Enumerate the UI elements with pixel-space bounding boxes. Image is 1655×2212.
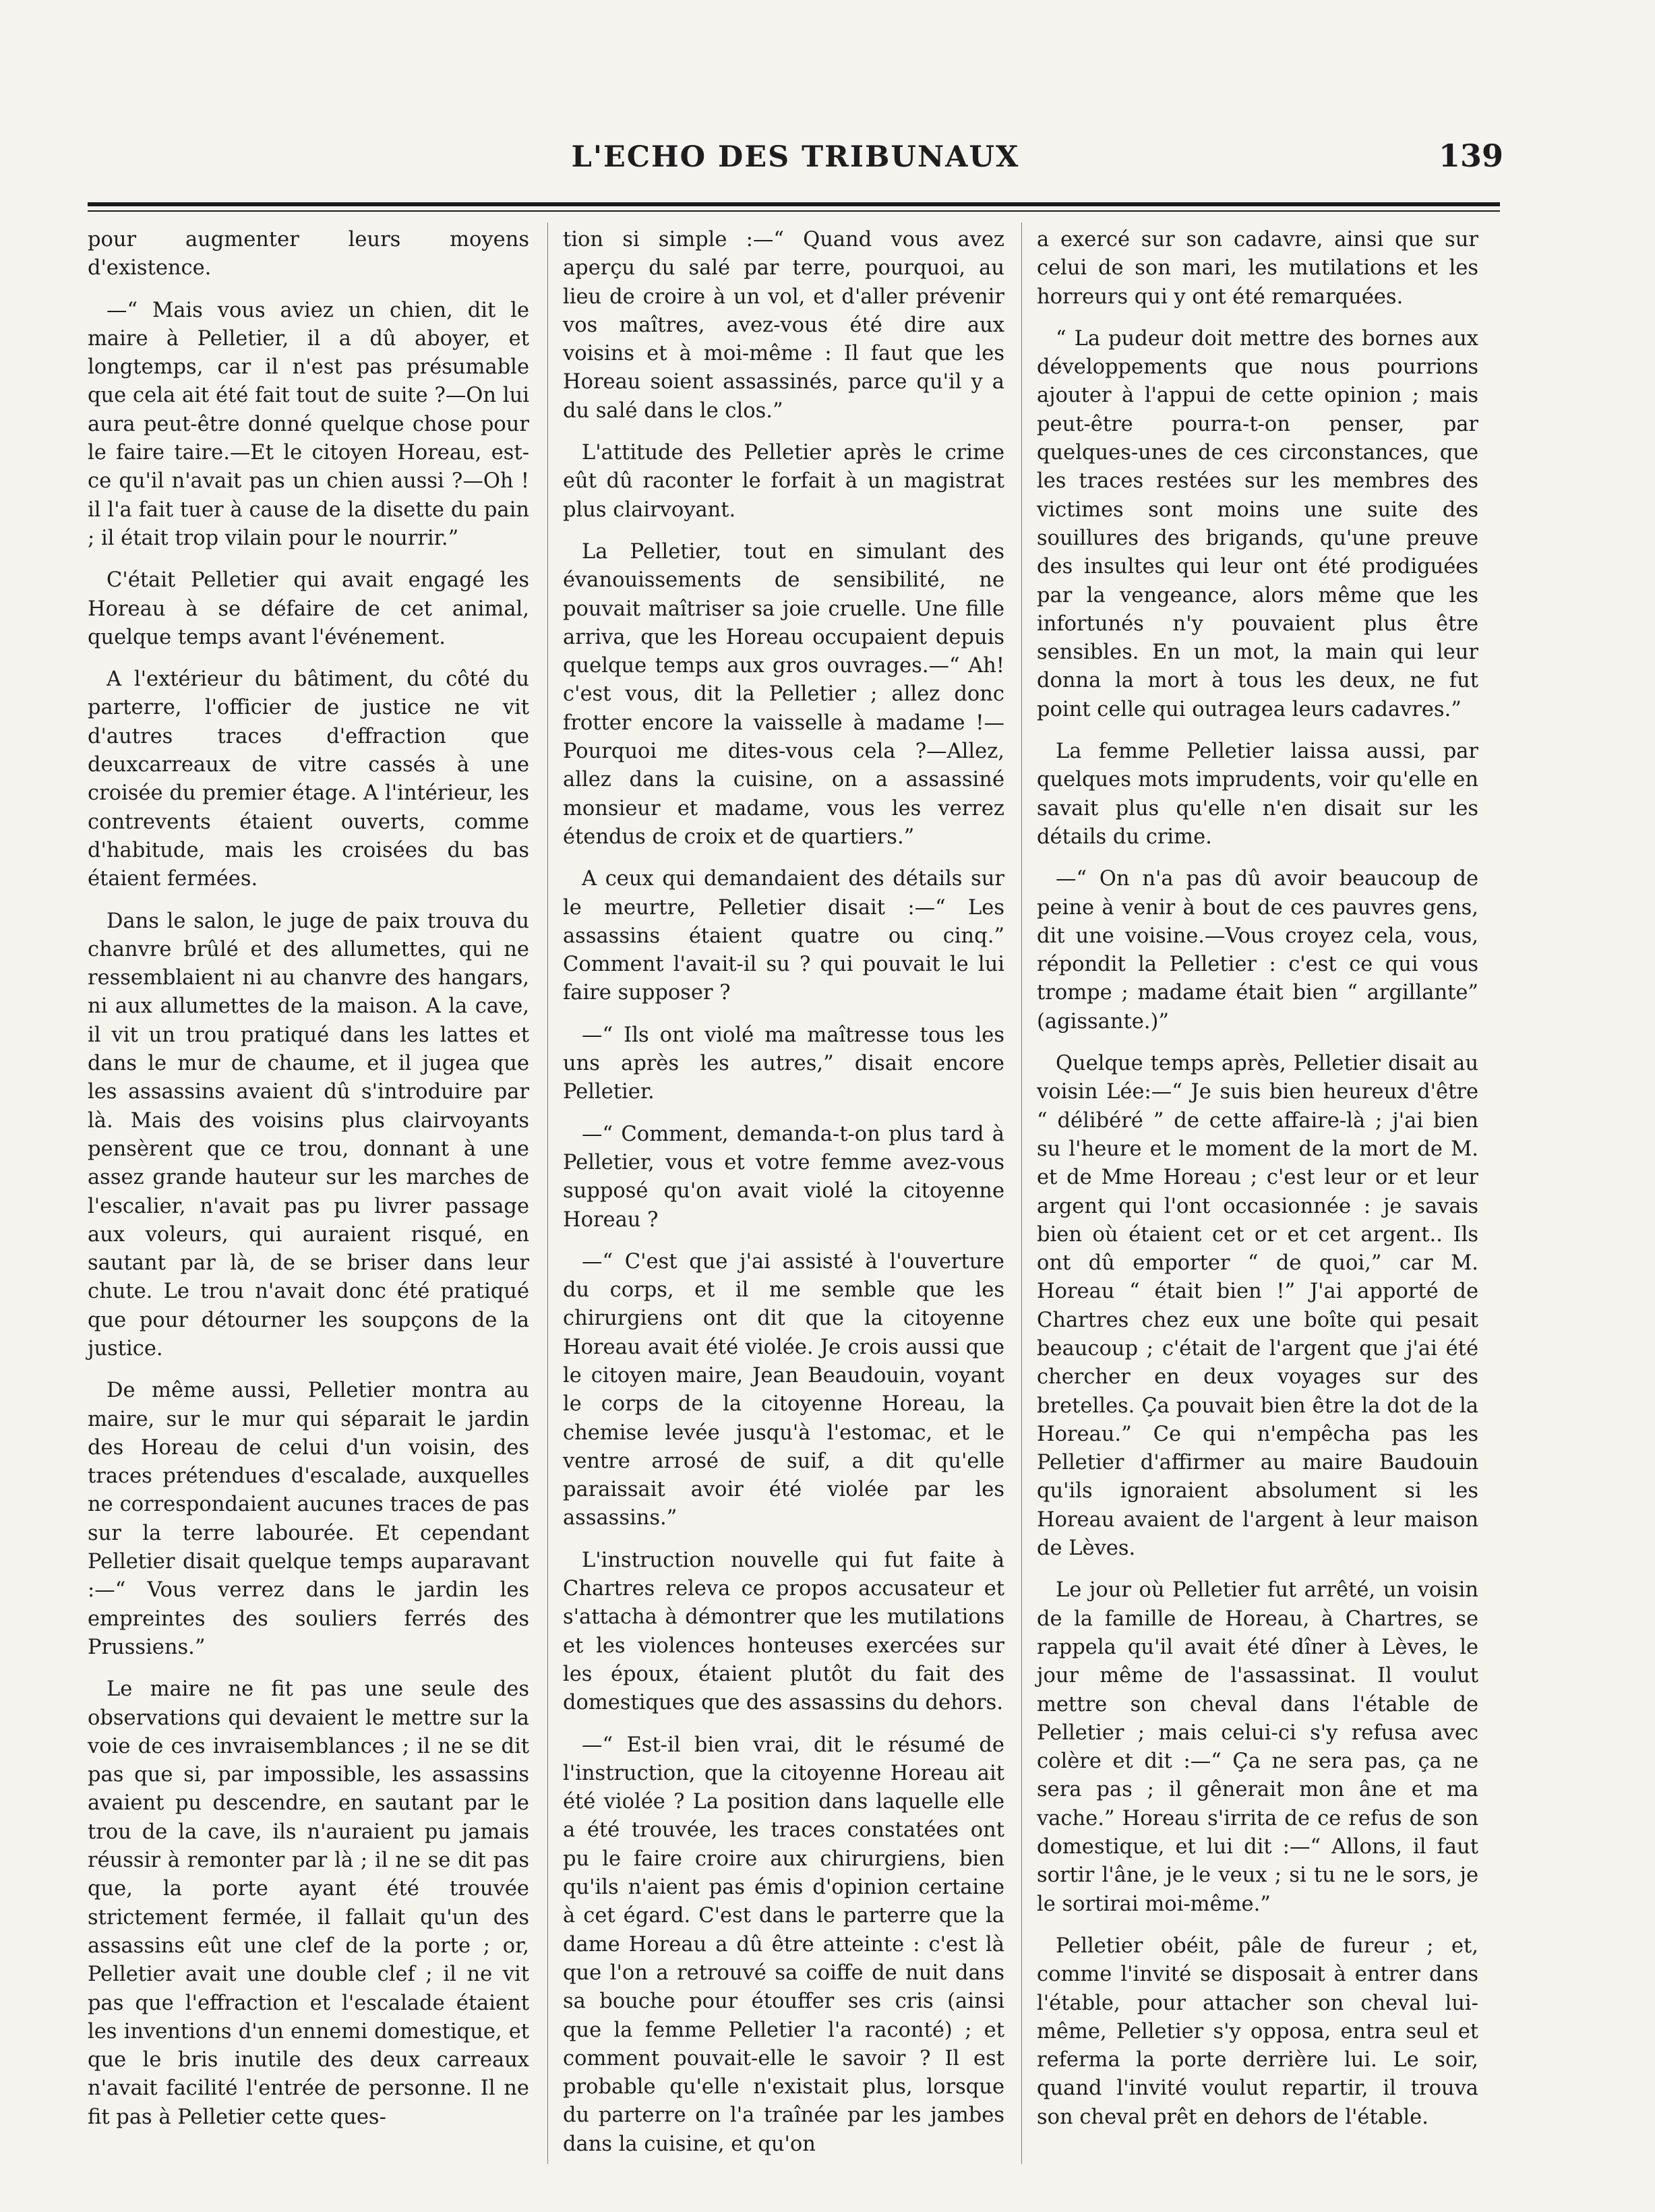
text-column-2: [563, 226, 1004, 2172]
paragraph: Le jour où Pelletier fut arrêté, un voisin de la famille de Horeau, à Chartres, se rappela qu'il avait été dîner à Lèves, le jour même de l'assassinat. Il voulut mettre son cheval dans l'étable de Pelletier ; mais celui-ci s'y refusa avec colère et dit :—“ Ça ne sera pas, ça ne sera pas ; il gênerait mon âne et ma vache.” Horeau s'irrita de ce refus de son domestique, et lui dit :—“ Allons, il faut sortir l'âne, je le veux ; si tu ne le sors, je le sortirai moi-même.”: [1037, 1578, 1478, 1916]
paragraph: Quelque temps après, Pelletier disait au voisin Lée:—“ Je suis bien heureux d'être “ délibéré ” de cette affaire-là ; j'ai bien su l'heure et le moment de la mort de M. et de Mme Horeau ; c'est leur or et leur argent qui l'ont occasionnée : je savais bien où étaient cet or et cet argent.. Ils ont dû emporter “ de quoi,” car M. Horeau “ était bien !” J'ai apporté de Chartres chez eux une boîte qui pesait beaucoup ; c'était de l'argent que j'ai été chercher en deux voyages sur des bretelles. Ça pouvait bien être la dot de la Horeau.” Ce qui n'empêcha pas les Pelletier d'affirmer au maire Baudouin qu'ils ignoraient absolument si les Horeau avaient de l'argent à leur maison de Lèves.: [1037, 1052, 1478, 1561]
page-number: 139: [1438, 138, 1503, 174]
header-rule-thick: [88, 202, 1500, 206]
page-title: L'ECHO DES TRIBUNAUX: [571, 140, 1020, 174]
column-divider: [547, 222, 548, 2164]
paragraph: —“ Mais vous aviez un chien, dit le maire à Pelletier, il a dû aboyer, et longtemps, car il n'est pas présumable que cela ait été fait tout de suite ?—On lui aura peut-être donné quelque chose pour le faire taire.—Et le citoyen Horeau, est-ce qu'il n'avait pas un chien aussi ?—Oh ! il l'a fait tuer à cause de la disette du pain ; il était trop vilain pour le nourrir.”: [88, 298, 529, 550]
paragraph: —“ C'est que j'ai assisté à l'ouverture du corps, et il me semble que les chirurgiens ont dit que la citoyenne Horeau avait été violée. Je crois aussi que le citoyen maire, Jean Beaudouin, voyant le corps de la citoyenne Horeau, la chemise levée jusqu'à l'estomac, et le ventre arrosé de suif, a dit qu'elle paraissait avoir été violée par les assassins.”: [563, 1249, 1004, 1530]
page-header: [88, 140, 1503, 181]
paragraph: L'attitude des Pelletier après le crime eût dû raconter le forfait à un magistrat plus clairvoyant.: [563, 441, 1004, 522]
paragraph: —“ Est-il bien vrai, dit le résumé de l'instruction, que la citoyenne Horeau ait été violée ? La position dans laquelle elle a été trouvée, les traces constatées ont pu le faire croire aux chirurgiens, bien qu'ils n'aient pas émis d'opinion certaine à cet égard. C'est dans le parterre que la dame Horeau a dû être atteinte : c'est là que l'on a retrouvé sa coiffe de nuit dans sa bouche pour étouffer ses cris (ainsi que la femme Pelletier l'a raconté) ; et comment pouvait-elle le savoir ? Il est probable qu'elle n'existait plus, lorsque du parterre on l'a traînée par les jambes dans la cuisine, et qu'on: [563, 1733, 1004, 2156]
paragraph: L'instruction nouvelle qui fut faite à Chartres releva ce propos accusateur et s'attacha à démontrer que les mutilations et les violences honteuses exercées sur les époux, étaient plutôt du fait des domestiques que des assassins du dehors.: [563, 1548, 1004, 1715]
paragraph: a exercé sur son cadavre, ainsi que sur celui de son mari, les mutilations et les horreurs qui y ont été remarquées.: [1037, 228, 1478, 309]
paragraph: C'était Pelletier qui avait engagé les Horeau à se défaire de cet animal, quelque temps avant l'événement.: [88, 568, 529, 649]
column-divider: [1021, 222, 1022, 2164]
paragraph: Dans le salon, le juge de paix trouva du chanvre brûlé et des allumettes, qui ne ressemblaient ni au chanvre des hangars, ni aux allumettes de la maison. A la cave, il vit un trou pratiqué dans les lattes et dans le mur de chaume, et il jugea que les assassins avaient dû s'introduire par là. Mais des voisins plus clairvoyants pensèrent que ce trou, donnant à une assez grande hauteur sur les marches de l'escalier, n'avait pas pu livrer passage aux voleurs, qui auraient risqué, en sautant par là, de se briser dans leur chute. Le trou n'avait donc été pratiqué que pour détourner les soupçons de la justice.: [88, 909, 529, 1361]
paragraph: —“ Comment, demanda-t-on plus tard à Pelletier, vous et votre femme avez-vous supposé qu'on avait violé la citoyenne Horeau ?: [563, 1122, 1004, 1232]
text-column-3: [1037, 226, 1478, 2145]
paragraph: La Pelletier, tout en simulant des évanouissements de sensibilité, ne pouvait maîtriser sa joie cruelle. Une fille arriva, que les Horeau occupaient depuis quelque temps aux gros ouvrages.—“ Ah! c'est vous, dit la Pelletier ; allez donc frotter encore la vaisselle à madame !—Pourquoi me dites-vous cela ?—Allez, allez dans la cuisine, on a assassiné monsieur et madame, vous les verrez étendus de croix et de quartiers.”: [563, 539, 1004, 849]
paragraph: A ceux qui demandaient des détails sur le meurtre, Pelletier disait :—“ Les assassins étaient quatre ou cinq.” Comment l'avait-il su ? qui pouvait le lui faire supposer ?: [563, 867, 1004, 1005]
paragraph: tion si simple :—“ Quand vous avez aperçu du salé par terre, pourquoi, au lieu de croire à un vol, et d'aller prévenir vos maîtres, avez-vous été dire aux voisins et à moi-même : Il faut que les Horeau soient assassinés, parce qu'il y a du salé dans le clos.”: [563, 228, 1004, 423]
paragraph: Le maire ne fit pas une seule des observations qui devaient le mettre sur la voie de ces invraisemblances ; il ne se dit pas que si, par impossible, les assassins avaient pu descendre, en sautant par le trou de la cave, ils n'auraient pu jamais réussir à remonter par là ; il ne se dit pas que, la porte ayant été trouvée strictement fermée, il fallait qu'un des assassins eût une clef de la porte ; or, Pelletier avait une double clef ; il ne vit pas que l'effraction et l'escalade étaient les inventions d'un ennemi domestique, et que le bris inutile des deux carreaux n'avait facilité l'entrée de personne. Il ne fit pas à Pelletier cette ques-: [88, 1677, 529, 2129]
text-column-1: [88, 226, 529, 2145]
paragraph: La femme Pelletier laissa aussi, par quelques mots imprudents, voir qu'elle en savait plus qu'elle n'en disait sur les détails du crime.: [1037, 740, 1478, 849]
paragraph: Pelletier obéit, pâle de fureur ; et, comme l'invité se disposait à entrer dans l'étable, pour attacher son cheval lui-même, Pelletier s'y opposa, entra seul et referma la porte derrière lui. Le soir, quand l'invité voulut repartir, il trouva son cheval prêt en dehors de l'étable.: [1037, 1934, 1478, 2129]
paragraph: De même aussi, Pelletier montra au maire, sur le mur qui séparait le jardin des Horeau de celui d'un voisin, des traces prétendues d'escalade, auxquelles ne correspondaient aucunes traces de pas sur la terre labourée. Et cependant Pelletier disait quelque temps auparavant :—“ Vous verrez dans le jardin les empreintes des souliers ferrés des Prussiens.”: [88, 1379, 529, 1659]
paragraph: A l'extérieur du bâtiment, du côté du parterre, l'officier de justice ne vit d'autres traces d'effraction que deuxcarreaux de vitre cassés à une croisée du premier étage. A l'intérieur, les contrevents étaient ouverts, comme d'habitude, mais les croisées du bas étaient fermées.: [88, 667, 529, 891]
header-rule-thin: [88, 210, 1500, 212]
paragraph: —“ On n'a pas dû avoir beaucoup de peine à venir à bout de ces pauvres gens, dit une voisine.—Vous croyez cela, vous, répondit la Pelletier : c'est ce qui vous trompe ; madame était bien “ argillante” (agissante.)”: [1037, 867, 1478, 1034]
paragraph: pour augmenter leurs moyens d'existence.: [88, 228, 529, 280]
paragraph: “ La pudeur doit mettre des bornes aux développements que nous pourrions ajouter à l'appui de cette opinion ; mais peut-être pourra-t-on penser, par quelques-unes de ces circonstances, que les traces restées sur les membres des victimes sont moins une suite des souillures des brigands, qu'une preuve des insultes qui leur ont été prodiguées par la vengeance, alors même que les infortunés n'y pouvaient plus être sensibles. En un mot, la main qui leur donna la mort à tous les deux, ne fut point celle qui outragea leurs cadavres.”: [1037, 326, 1478, 721]
paragraph: —“ Ils ont violé ma maîtresse tous les uns après les autres,” disait encore Pelletier.: [563, 1023, 1004, 1104]
